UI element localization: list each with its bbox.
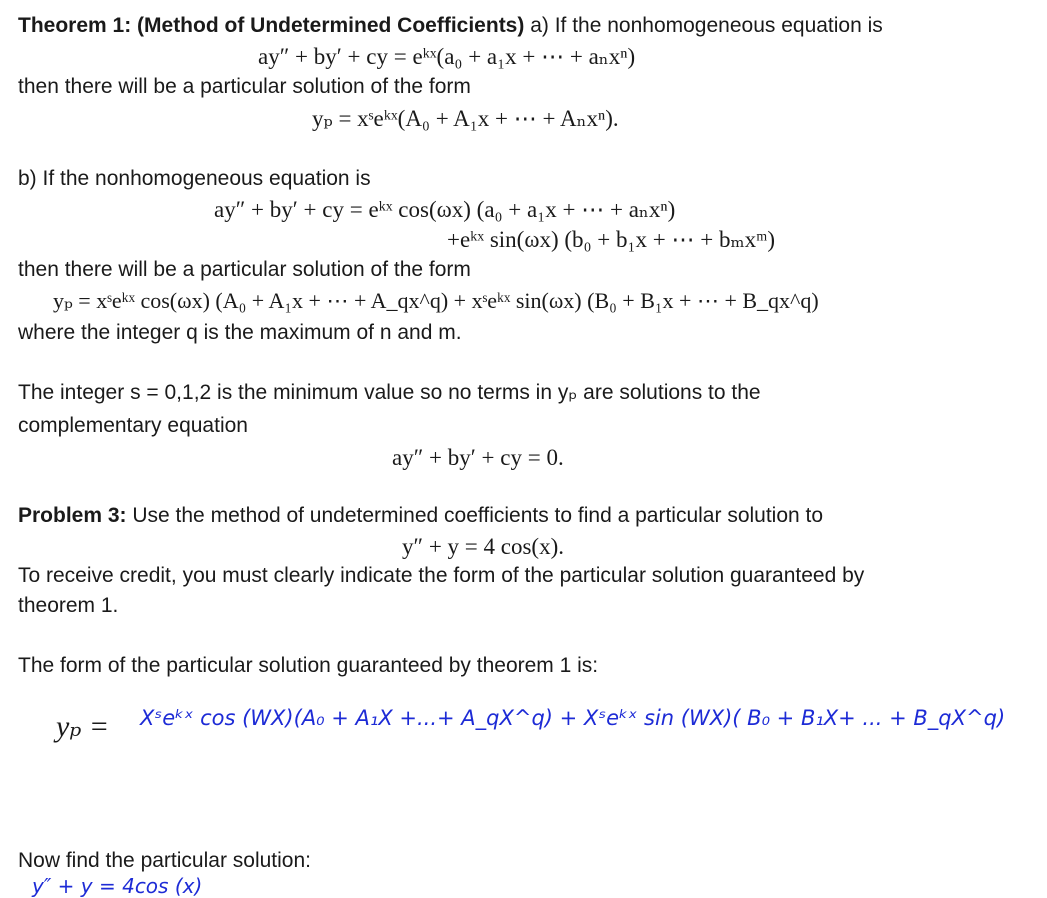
where-q-line: where the integer q is the maximum of n and m. [18, 321, 462, 344]
theorem-heading: Theorem 1: (Method of Undetermined Coefficients) [18, 14, 525, 37]
equation-a: ay″ + by′ + cy = eᵏˣ(a₀ + a₁x + ⋯ + aₙxⁿ) [258, 44, 636, 69]
problem-text: Use the method of undetermined coefficients to find a particular solution to [126, 504, 824, 527]
now-find-label: Now find the particular solution: [18, 849, 311, 872]
answer-handwritten: Xˢeᵏˣ cos (WX)(A₀ + A₁X +...+ A_qX^q) + Xˢeᵏˣ sin (WX)( B₀ + B₁X+ ... + B_qX^q) [140, 706, 1006, 730]
integer-s-line: The integer s = 0,1,2 is the minimum value so no terms in yₚ are solutions to the [18, 381, 761, 404]
then-line-b: then there will be a particular solution of the form [18, 258, 471, 281]
particular-form-b: yₚ = xˢeᵏˣ cos(ωx) (A₀ + A₁x + ⋯ + A_qx^q) + xˢeᵏˣ sin(ωx) (B₀ + B₁x + ⋯ + B_qx^q) [53, 288, 819, 313]
complementary-equation: ay″ + by′ + cy = 0. [392, 445, 564, 470]
complementary-label: complementary equation [18, 414, 248, 437]
work-start-handwritten: y″ + y = 4cos (x) [32, 874, 203, 898]
equation-b-line2: +eᵏˣ sin(ωx) (b₀ + b₁x + ⋯ + bₘxᵐ) [447, 227, 775, 252]
credit-line-1: To receive credit, you must clearly indicate the form of the particular solution guaranteed by [18, 564, 865, 587]
equation-b-line1: ay″ + by′ + cy = eᵏˣ cos(ωx) (a₀ + a₁x + ⋯ + aₙxⁿ) [214, 197, 676, 222]
answer-lead: yₚ = [56, 710, 110, 743]
particular-form-a: yₚ = xˢeᵏˣ(A₀ + A₁x + ⋯ + Aₙxⁿ). [312, 106, 619, 131]
problem-label: Problem 3: [18, 504, 127, 527]
credit-line-2: theorem 1. [18, 594, 119, 617]
problem-line [18, 505, 823, 526]
then-line-a: then there will be a particular solution of the form [18, 75, 471, 98]
theorem-line [18, 15, 883, 36]
problem-equation: y″ + y = 4 cos(x). [402, 534, 564, 559]
form-prompt: The form of the particular solution guaranteed by theorem 1 is: [18, 654, 599, 677]
part-b-intro: b) If the nonhomogeneous equation is [18, 167, 371, 190]
part-a-intro: a) If the nonhomogeneous equation is [524, 14, 883, 37]
